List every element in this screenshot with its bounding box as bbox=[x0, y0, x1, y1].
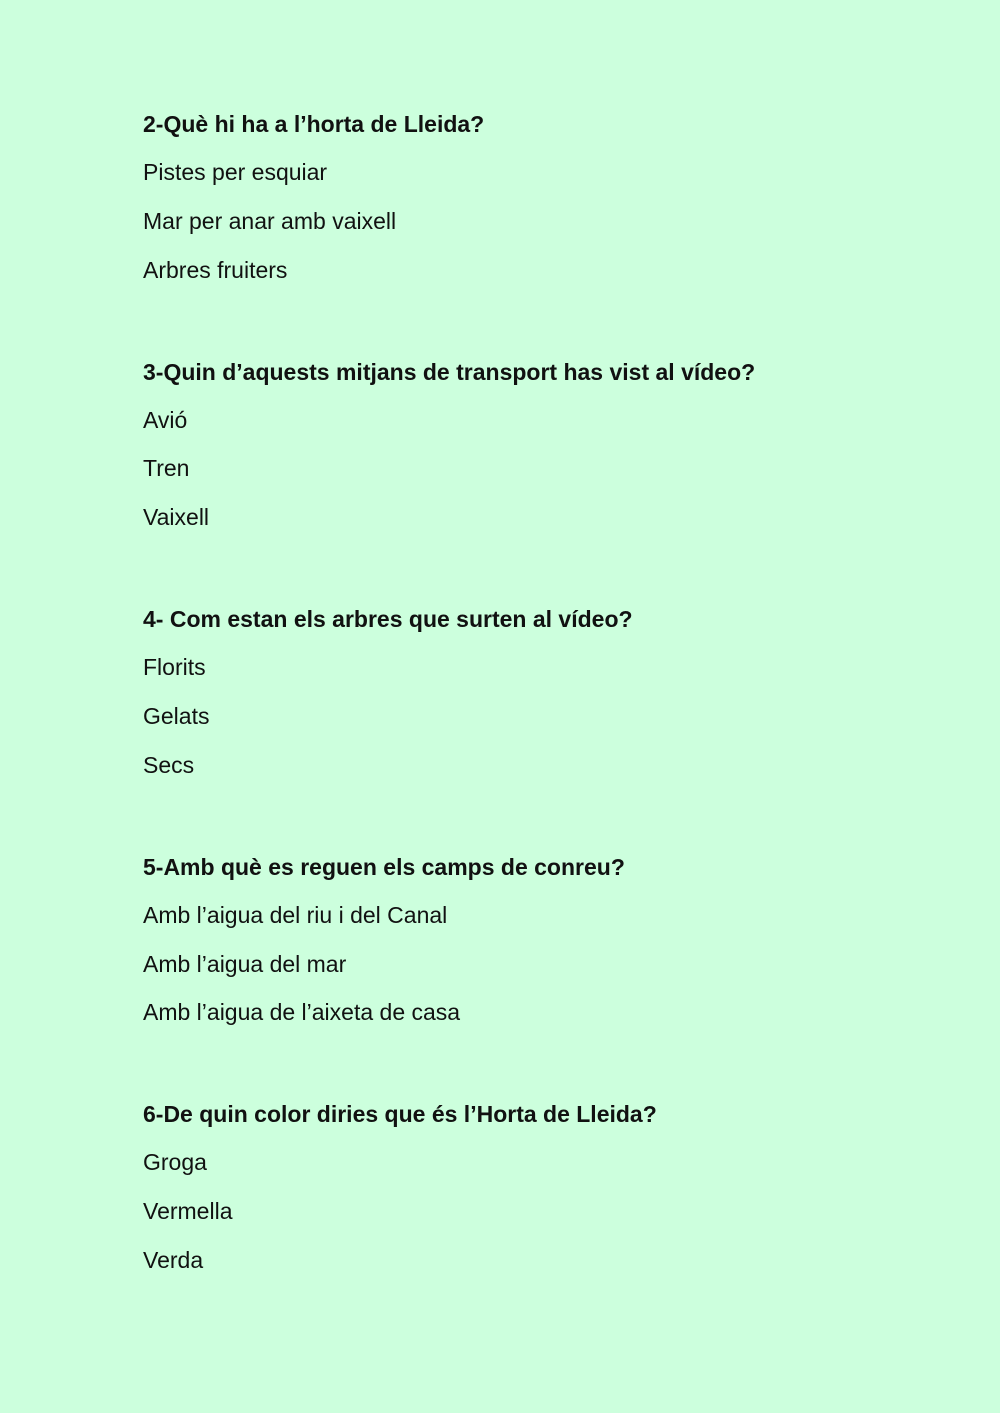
answer-option[interactable]: Avió bbox=[143, 406, 188, 433]
question-title: 5-Amb què es reguen els camps de conreu? bbox=[143, 853, 625, 880]
question-block-4 bbox=[143, 600, 963, 784]
question-block-6 bbox=[143, 1095, 963, 1279]
worksheet bbox=[143, 105, 963, 1343]
question-block-5 bbox=[143, 848, 963, 1032]
answer-option[interactable]: Vaixell bbox=[143, 504, 210, 531]
question-block-2 bbox=[143, 105, 963, 289]
answer-option[interactable]: Tren bbox=[143, 455, 190, 482]
answer-option[interactable]: Amb l’aigua de l’aixeta de casa bbox=[143, 999, 461, 1026]
answer-option[interactable]: Gelats bbox=[143, 702, 210, 729]
answer-option[interactable]: Arbres fruiters bbox=[143, 256, 288, 283]
answer-option[interactable]: Groga bbox=[143, 1149, 207, 1176]
question-block-3 bbox=[143, 353, 963, 537]
answer-option[interactable]: Mar per anar amb vaixell bbox=[143, 207, 397, 234]
question-title: 6-De quin color diries que és l’Horta de Lleida? bbox=[143, 1101, 657, 1128]
question-title: 3-Quin d’aquests mitjans de transport has vist al vídeo? bbox=[143, 358, 756, 385]
answer-option[interactable]: Vermella bbox=[143, 1198, 233, 1225]
answer-option[interactable]: Florits bbox=[143, 654, 206, 681]
question-title: 4- Com estan els arbres que surten al vídeo? bbox=[143, 606, 633, 633]
answer-option[interactable]: Amb l’aigua del mar bbox=[143, 950, 347, 977]
answer-option[interactable]: Amb l’aigua del riu i del Canal bbox=[143, 901, 448, 928]
answer-option[interactable]: Pistes per esquiar bbox=[143, 159, 328, 185]
question-title: 2-Què hi ha a l’horta de Lleida? bbox=[143, 111, 485, 137]
answer-option[interactable]: Secs bbox=[143, 751, 195, 778]
answer-option[interactable]: Verda bbox=[143, 1246, 204, 1273]
